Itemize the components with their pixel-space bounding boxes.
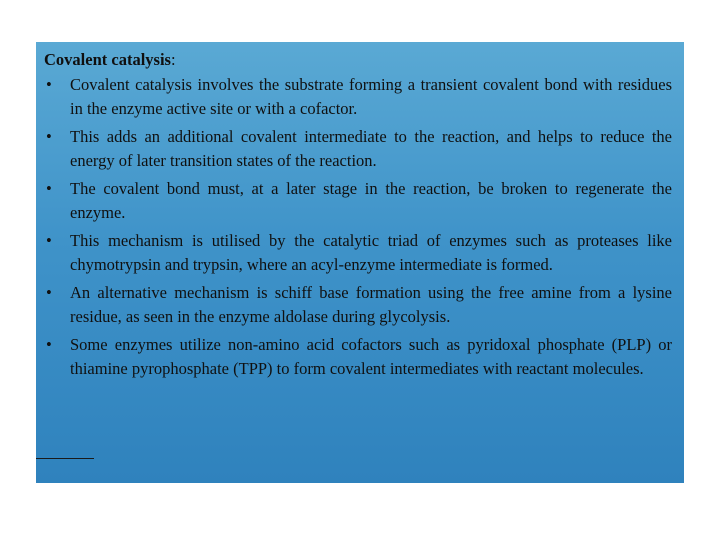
slide-heading [44, 48, 672, 73]
bullet-icon: • [46, 178, 52, 198]
heading-text: Covalent catalysis [44, 50, 171, 69]
bullet-item [44, 333, 672, 382]
bullet-text: This adds an additional covalent intermediate to the reaction, and helps to reduce the energy of later transition states of the reaction. [70, 126, 672, 170]
bullet-item [44, 281, 672, 330]
slide-panel [36, 42, 684, 483]
bullet-item [44, 229, 672, 278]
bullet-text: An alternative mechanism is schiff base formation using the free amine from a lysine residue, as seen in the enzyme aldolase during glycolysis. [70, 282, 672, 326]
bullet-text: This mechanism is utilised by the catalytic triad of enzymes such as proteases like chymotrypsin and trypsin, where an acyl-enzyme intermediate is formed. [70, 230, 672, 274]
bullet-icon: • [46, 334, 52, 354]
slide-content [44, 48, 672, 385]
bullet-item [44, 177, 672, 226]
bullet-icon: • [46, 126, 52, 146]
bullet-text: The covalent bond must, at a later stage in the reaction, be broken to regenerate the enzyme. [70, 178, 672, 222]
underline-mark [36, 458, 94, 459]
bullet-text: Covalent catalysis involves the substrate forming a transient covalent bond with residues in the enzyme active site or with a cofactor. [70, 74, 672, 118]
bullet-item [44, 73, 672, 122]
heading-colon: : [170, 50, 176, 69]
bullet-icon: • [46, 230, 52, 250]
bullet-item [44, 125, 672, 174]
bullet-list [44, 73, 672, 382]
bullet-icon: • [46, 282, 52, 302]
bullet-icon: • [46, 74, 52, 94]
bullet-text: Some enzymes utilize non-amino acid cofactors such as pyridoxal phosphate (PLP) or thiamine pyrophosphate (TPP) to form covalent intermediates with reactant molecules. [70, 334, 672, 378]
